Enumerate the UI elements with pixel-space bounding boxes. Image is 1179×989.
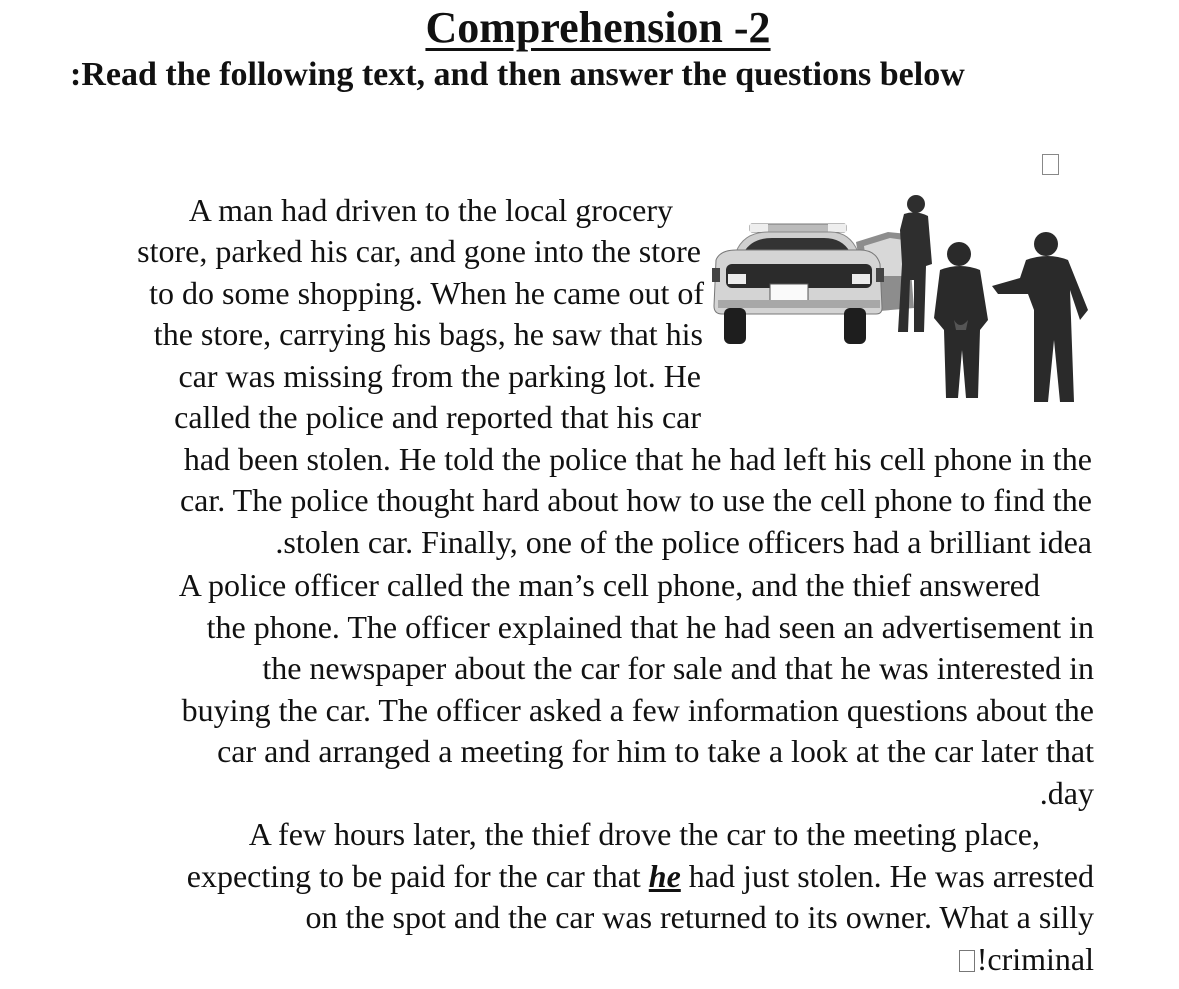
page-title: Comprehension -2	[425, 3, 771, 52]
passage-line: the store, carrying his bags, he saw that his	[153, 316, 703, 352]
passage-line: had been stolen. He told the police that he had left his cell phone in the	[183, 441, 1092, 477]
passage-line: A police officer called the man’s cell phone, and the thief answered	[178, 567, 1040, 603]
passage-text: had just stolen. He was arrested	[680, 858, 1094, 894]
passage-line: car was missing from the parking lot. He	[178, 358, 701, 394]
checkbox-placeholder	[1042, 154, 1059, 175]
emphasized-word: he	[648, 858, 681, 894]
passage-line: to do some shopping. When he came out of	[149, 275, 704, 311]
passage-line: on the spot and the car was returned to its owner. What a silly	[305, 899, 1094, 935]
passage-line	[70, 856, 1094, 896]
arrested-man-icon	[934, 242, 988, 398]
passage-line: store, parked his car, and gone into the store	[137, 233, 701, 269]
instruction-heading: :Read the following text, and then answer the questions below	[70, 56, 965, 93]
passage-line: car and arranged a meeting for him to take a look at the car later that	[217, 733, 1094, 769]
officer-icon	[898, 195, 932, 332]
passage-line: the newspaper about the car for sale and that he was interested in	[262, 650, 1094, 686]
police-car-icon	[712, 224, 914, 344]
passage-line: .day	[1039, 775, 1094, 811]
passage-line: buying the car. The officer asked a few information questions about the	[181, 692, 1094, 728]
passage-line: A few hours later, the thief drove the car to the meeting place,	[248, 816, 1040, 852]
passage-line: the phone. The officer explained that he had seen an advertisement in	[206, 609, 1094, 645]
passage-line: .stolen car. Finally, one of the police officers had a brilliant idea	[275, 524, 1092, 560]
passage-line: called the police and reported that his car	[174, 399, 701, 435]
missing-glyph-icon	[959, 950, 975, 972]
police-arrest-illustration	[708, 190, 1092, 410]
passage-line: A man had driven to the local grocery	[188, 192, 673, 228]
passage-line: car. The police thought hard about how to use the cell phone to find the	[179, 482, 1092, 518]
passage-line-last	[70, 939, 1094, 979]
passage-text: expecting to be paid for the car that	[186, 858, 649, 894]
passage-text: !criminal	[976, 941, 1094, 977]
police-officer-icon	[992, 232, 1088, 402]
